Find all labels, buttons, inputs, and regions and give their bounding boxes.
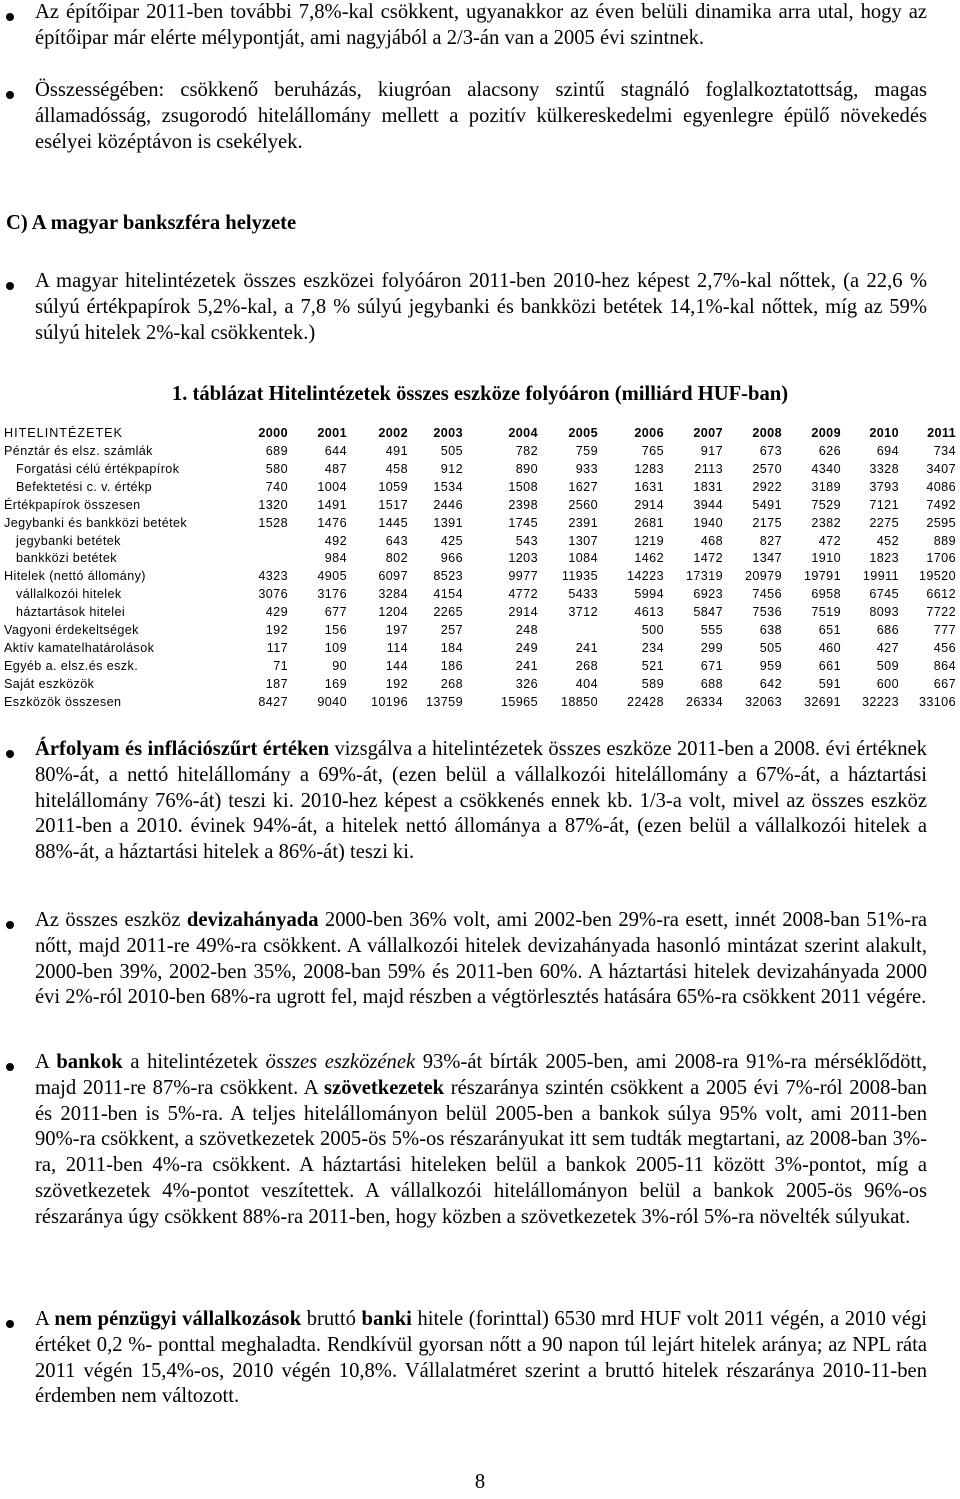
text-rest: hitele (forinttal) 6530 mrd HUF volt 2011 végén, a 2010 végi értéket 0,2 %- ponttal meghaladta. Rendkívül gyorsan nőtt a 90 napon túl lejárt hitelek aránya; az NPL ráta 2011 végén 15,4%-os, 2010 végén 10,8%. Vállalatméret szerint a bruttó hitelek részaránya 2010-11-ben érdemben nem változott. xyxy=(35,1308,927,1408)
year-header: 2002 xyxy=(378,426,408,440)
table-row xyxy=(4,533,956,551)
table-cell: 2914 xyxy=(634,497,664,512)
table-cell: 638 xyxy=(759,623,782,638)
table-cell: 7722 xyxy=(926,605,956,620)
table-cell: 4905 xyxy=(317,569,347,584)
table-cell: 268 xyxy=(575,658,598,673)
table-cell: 505 xyxy=(759,640,782,655)
bullet-dot xyxy=(6,1320,14,1328)
table-cell: 4613 xyxy=(634,605,664,620)
table-cell: 13759 xyxy=(425,694,463,709)
assets-table xyxy=(4,423,956,712)
table-cell: 6612 xyxy=(926,587,956,602)
table-cell: 1462 xyxy=(634,551,664,566)
table-cell: 555 xyxy=(700,623,723,638)
table-cell: 32691 xyxy=(803,694,841,709)
row-label: Saját eszközök xyxy=(4,676,95,691)
table-title: 1. táblázat Hitelintézetek összes eszköze folyóáron (milliárd HUF-ban) xyxy=(171,383,789,405)
table-cell: 144 xyxy=(385,658,408,673)
table-cell: 1517 xyxy=(378,497,408,512)
bullet-dot xyxy=(6,13,14,21)
table-cell: 642 xyxy=(759,676,782,691)
table-cell: 192 xyxy=(385,676,408,691)
table-cell: 14223 xyxy=(626,569,664,584)
table-cell: 71 xyxy=(273,658,288,673)
table-cell: 1491 xyxy=(317,497,347,512)
year-header: 2010 xyxy=(869,426,899,440)
table-cell: 1203 xyxy=(508,551,538,566)
table-row xyxy=(4,676,956,694)
table-cell: 1745 xyxy=(508,515,538,530)
table-cell: 33106 xyxy=(918,694,956,709)
page-number: 8 xyxy=(474,1471,486,1493)
text-rest: 2000-ben 36% volt, ami 2002-ben 29%-ra esett, innét 2008-ban 51%-ra nőtt, majd 2011-re 49%-ra csökkent. A vállalkozói hitelek devizahányada hasonló mintázat szerint alakult, 2000-ben 39%, 2002-ben 35%, 2008-ban 59% és 2011-ben 60%. A háztartási hitelek devizahányada 2000 évi 2%-ról 2010-ben 68%-ra ugrott fel, majd részben a végtörlesztés hatására 65%-ra csökkent 2011 végére. xyxy=(35,909,927,1009)
table-cell: 1534 xyxy=(433,479,463,494)
table-cell: 543 xyxy=(515,533,538,548)
table-cell: 452 xyxy=(876,533,899,548)
table-cell: 456 xyxy=(933,640,956,655)
year-header: 2008 xyxy=(752,426,782,440)
table-row xyxy=(4,658,956,676)
text-pre: A xyxy=(35,1051,57,1073)
table-cell: 425 xyxy=(440,533,463,548)
table-cell: 2382 xyxy=(811,515,841,530)
table-cell: 917 xyxy=(700,444,723,458)
table-row xyxy=(4,586,956,604)
table-cell: 20979 xyxy=(744,569,782,584)
bold-lead: Árfolyam és inflációszűrt értéken xyxy=(35,738,330,760)
bold-term: devizahányada xyxy=(186,909,319,931)
text-rest: részaránya szintén csökkent a 2005 évi 7%-ról 2008-ban és 2011-ben is 5%-ra. A teljes hitelállományon belül 2005-ben a bankok súlya 95% volt, ami 2011-ben 90%-ra csökkent, a szövetkezetek 2005-ös 5%-os részarányukat itt sem tudták megtartani, az 2008-ban 3%-ra, 2011-ben 4%-ra csökkent. A háztartási hiteleken belül a bankok 2005-11 között 3%-pontot, míg a szövetkezetek 4%-pontot veszítettek. A vállalkozói hitelállományon belül a bankok 2005-ös 96%-os részaránya úgy csökkent 88%-ra 2011-ben, hogy közben a szövetkezetek 3%-ról 5%-ra növelték súlyukat. xyxy=(35,1076,927,1228)
table-cell: 472 xyxy=(818,533,841,548)
text-pre: A xyxy=(35,1308,55,1330)
row-label: vállalkozói hitelek xyxy=(16,587,122,602)
paragraph-fx-share xyxy=(35,908,927,1011)
table-cell: 2398 xyxy=(508,497,538,512)
table-cell: 404 xyxy=(575,676,598,691)
table-cell: 9040 xyxy=(317,694,347,709)
table-cell: 1476 xyxy=(317,515,347,530)
table-cell: 7121 xyxy=(869,497,899,512)
table-cell: 18850 xyxy=(560,694,598,709)
table-cell: 4340 xyxy=(811,461,841,476)
table-cell: 169 xyxy=(324,676,347,691)
paragraph-banks-share xyxy=(35,1050,927,1231)
paragraph-summary: Összességében: csökkenő beruházás, kiugróan alacsony szintű stagnáló foglalkoztatottság, magas államadósság, zsugorodó hitelállomány mellett a pozitív külkereskedelmi egyenlegre épülő növekedés esélyei középtávon is csekélyek. xyxy=(35,79,927,153)
table-row xyxy=(4,461,956,479)
table-cell: 117 xyxy=(266,640,288,655)
table-cell: 912 xyxy=(440,461,463,476)
table-cell: 671 xyxy=(700,658,723,673)
table-cell: 2446 xyxy=(433,497,463,512)
table-cell: 1528 xyxy=(258,515,288,530)
bullet-dot xyxy=(6,750,14,758)
table-cell: 257 xyxy=(440,623,463,638)
table-cell: 2175 xyxy=(752,515,782,530)
row-label: Pénztár és elsz. számlák xyxy=(4,444,153,458)
table-cell: 234 xyxy=(641,640,664,655)
table-cell: 827 xyxy=(759,533,782,548)
table-cell: 689 xyxy=(265,444,288,458)
row-label: Forgatási célú értékpapírok xyxy=(16,461,180,476)
table-cell: 1204 xyxy=(378,605,408,620)
table-cell: 4772 xyxy=(508,587,538,602)
paragraph-corporate-loans xyxy=(35,1307,927,1410)
table-cell: 184 xyxy=(440,640,463,655)
table-cell: 6745 xyxy=(869,587,899,602)
table-cell: 651 xyxy=(818,623,841,638)
bold-term: bankok xyxy=(56,1051,123,1073)
table-cell: 688 xyxy=(700,676,723,691)
paragraph-inflation-adjusted xyxy=(35,737,927,866)
bullet-dot xyxy=(6,91,14,99)
section-heading: C) A magyar bankszféra helyzete xyxy=(6,212,297,234)
table-row xyxy=(4,443,956,461)
table-cell: 667 xyxy=(933,676,956,691)
table-cell: 2914 xyxy=(508,605,538,620)
table-cell: 505 xyxy=(440,444,463,458)
table-cell: 5433 xyxy=(568,587,598,602)
table-cell: 1219 xyxy=(634,533,664,548)
table-cell: 458 xyxy=(385,461,408,476)
text-mid: bruttó xyxy=(301,1308,362,1330)
table-cell: 509 xyxy=(876,658,899,673)
table-cell: 4154 xyxy=(433,587,463,602)
table-header-row xyxy=(4,423,956,443)
table-cell: 589 xyxy=(641,676,664,691)
table-cell: 241 xyxy=(575,640,598,655)
table-cell: 890 xyxy=(515,461,538,476)
table-cell: 600 xyxy=(876,676,899,691)
table-cell: 1004 xyxy=(317,479,347,494)
table-cell: 19911 xyxy=(862,569,899,584)
table-cell: 500 xyxy=(641,623,664,638)
table-row xyxy=(4,640,956,658)
table-cell: 2113 xyxy=(694,461,723,476)
table-cell: 268 xyxy=(440,676,463,691)
row-label: Vagyoni érdekeltségek xyxy=(4,623,139,638)
table-cell: 765 xyxy=(641,444,664,458)
table-cell: 4323 xyxy=(258,569,288,584)
table-cell: 3284 xyxy=(378,587,408,602)
table-cell: 241 xyxy=(515,658,538,673)
table-cell: 984 xyxy=(324,551,347,566)
table-row xyxy=(4,515,956,533)
table-cell: 1823 xyxy=(869,551,899,566)
table-cell: 8427 xyxy=(258,694,288,709)
table-cell: 959 xyxy=(759,658,782,673)
row-label: háztartások hitelei xyxy=(16,605,126,620)
year-header: 2000 xyxy=(258,426,288,440)
table-cell: 521 xyxy=(641,658,664,673)
table-cell: 192 xyxy=(265,623,288,638)
table-cell: 487 xyxy=(324,461,347,476)
row-header-label: HITELINTÉZETEK xyxy=(4,426,123,440)
table-cell: 3189 xyxy=(811,479,841,494)
table-cell: 8093 xyxy=(869,605,899,620)
year-header: 2001 xyxy=(317,426,347,440)
table-cell: 427 xyxy=(876,640,899,655)
bold-term: banki xyxy=(361,1308,412,1330)
table-cell: 114 xyxy=(386,640,408,655)
table-cell: 3793 xyxy=(869,479,899,494)
table-cell: 5847 xyxy=(693,605,723,620)
table-cell: 644 xyxy=(324,444,347,458)
table-cell: 1307 xyxy=(568,533,598,548)
row-label: Hitelek (nettó állomány) xyxy=(4,569,146,584)
bold-term: szövetkezetek xyxy=(324,1076,445,1099)
table-cell: 2922 xyxy=(752,479,782,494)
year-header: 2004 xyxy=(508,426,538,440)
bullet-dot xyxy=(6,921,14,929)
table-row xyxy=(4,604,956,622)
row-label: Értékpapírok összesen xyxy=(4,497,141,512)
row-label: Jegybanki és bankközi betétek xyxy=(4,515,188,530)
table-cell: 1391 xyxy=(433,515,463,530)
table-cell: 249 xyxy=(515,640,538,655)
year-header: 2006 xyxy=(634,426,664,440)
year-header: 2009 xyxy=(811,426,841,440)
table-cell xyxy=(232,550,288,568)
table-cell: 2265 xyxy=(433,605,463,620)
table-cell: 6923 xyxy=(693,587,723,602)
table-cell: 2681 xyxy=(634,515,664,530)
table-cell: 429 xyxy=(265,605,288,620)
row-label: Eszközök összesen xyxy=(4,694,122,709)
table-cell: 186 xyxy=(440,658,463,673)
year-header: 2003 xyxy=(433,426,463,440)
table-cell: 3328 xyxy=(869,461,899,476)
table-row xyxy=(4,622,956,640)
table-cell: 661 xyxy=(818,658,841,673)
table-cell: 673 xyxy=(759,444,782,458)
table-cell: 1627 xyxy=(568,479,598,494)
table-cell: 889 xyxy=(933,533,956,548)
row-label: jegybanki betétek xyxy=(16,533,121,548)
table-cell: 19791 xyxy=(803,569,841,584)
row-label: Aktív kamatelhatárolások xyxy=(4,640,155,655)
table-cell: 2560 xyxy=(568,497,598,512)
text-pre: Az összes eszköz xyxy=(35,909,187,931)
table-cell: 1831 xyxy=(693,479,723,494)
table-cell: 468 xyxy=(700,533,723,548)
table-cell: 248 xyxy=(515,623,538,638)
table-cell: 643 xyxy=(385,533,408,548)
paragraph-bank-assets: A magyar hitelintézetek összes eszközei folyóáron 2011-ben 2010-hez képest 2,7%-kal nőttek, (a 22,6 % súlyú értékpapírok 5,2%-kal, a 7,8 % súlyú jegybanki és bankközi betétek 14,1%-kal nőttek, míg az 59% súlyú hitelek 2%-kal csökkentek.) xyxy=(35,270,927,344)
table-cell: 5994 xyxy=(634,587,664,602)
table-cell: 109 xyxy=(324,640,347,655)
table-cell: 3712 xyxy=(568,605,598,620)
table-cell: 2391 xyxy=(568,515,598,530)
table-cell: 1283 xyxy=(634,461,664,476)
table-cell: 6097 xyxy=(378,569,408,584)
table-cell: 26334 xyxy=(685,694,723,709)
text-mid: 93%-át bírták 2005-ben, ami 2008-ra 91%-ra mérséklődött, majd 2011-re 87%-ra csökkent. A xyxy=(35,1051,927,1099)
row-label: Egyéb a. elsz.és eszk. xyxy=(4,658,139,673)
table-cell: 3944 xyxy=(693,497,723,512)
table-cell: 7536 xyxy=(752,605,782,620)
table-cell: 19520 xyxy=(918,569,956,584)
table-cell: 1347 xyxy=(752,551,782,566)
year-header: 2011 xyxy=(927,426,956,440)
table-cell: 1706 xyxy=(926,551,956,566)
table-cell: 2275 xyxy=(869,515,899,530)
paragraph-construction: Az építőipar 2011-ben további 7,8%-kal csökkent, ugyanakkor az éven belüli dinamika arra utal, hogy az építőipar már elérte mélypontját, ami nagyjából a 2/3-án van a 2005 évi szintnek. xyxy=(35,1,927,49)
table-cell: 626 xyxy=(818,444,841,458)
row-label: Befektetési c. v. értékp xyxy=(16,479,153,494)
table-cell: 1472 xyxy=(693,551,723,566)
table-cell: 1631 xyxy=(634,479,664,494)
table-cell: 17319 xyxy=(685,569,723,584)
italic-term: összes eszközének xyxy=(265,1051,416,1073)
table-cell: 491 xyxy=(385,444,408,458)
table-cell: 3176 xyxy=(317,587,347,602)
table-cell: 580 xyxy=(265,461,288,476)
table-cell: 7519 xyxy=(811,605,841,620)
table-cell: 1910 xyxy=(811,551,841,566)
table-cell: 782 xyxy=(515,444,538,458)
table-cell: 864 xyxy=(933,658,956,673)
table-cell: 8523 xyxy=(433,569,463,584)
table-cell: 187 xyxy=(265,676,288,691)
table-cell: 966 xyxy=(440,551,463,566)
text-mid: a hitelintézetek xyxy=(122,1051,266,1073)
table-cell xyxy=(232,533,288,551)
table-cell: 90 xyxy=(332,658,347,673)
table-cell: 32223 xyxy=(861,694,899,709)
bullet-dot xyxy=(6,282,14,290)
table-cell: 677 xyxy=(324,605,347,620)
table-cell: 740 xyxy=(265,479,288,494)
table-cell: 9977 xyxy=(508,569,538,584)
row-label: bankközi betétek xyxy=(16,551,117,566)
table-cell: 299 xyxy=(700,640,723,655)
table-cell: 4086 xyxy=(926,479,956,494)
bold-term: nem pénzügyi vállalkozások xyxy=(54,1308,302,1330)
year-header: 2005 xyxy=(568,426,598,440)
table-cell: 686 xyxy=(876,623,899,638)
table-cell: 802 xyxy=(385,551,408,566)
table-cell: 2595 xyxy=(926,515,956,530)
table-row xyxy=(4,479,956,497)
table-cell: 11935 xyxy=(561,569,598,584)
table-cell: 22428 xyxy=(626,694,664,709)
table-row xyxy=(4,568,956,586)
table-cell: 492 xyxy=(324,533,347,548)
table-cell: 1320 xyxy=(258,497,288,512)
table-cell: 5491 xyxy=(752,497,782,512)
table-cell: 933 xyxy=(575,461,598,476)
table-cell: 1084 xyxy=(568,551,598,566)
table-cell: 591 xyxy=(818,676,841,691)
table-cell: 1508 xyxy=(508,479,538,494)
table-cell: 2570 xyxy=(752,461,782,476)
table-cell: 15965 xyxy=(500,694,538,709)
table-row xyxy=(4,550,956,568)
table-row xyxy=(4,694,956,712)
table-cell: 734 xyxy=(933,444,956,458)
table-cell: 3076 xyxy=(258,587,288,602)
table-cell: 694 xyxy=(876,444,899,458)
table-cell: 32063 xyxy=(744,694,782,709)
bullet-dot xyxy=(6,1063,14,1071)
table-cell: 759 xyxy=(575,444,598,458)
table-cell: 7456 xyxy=(752,587,782,602)
table-row xyxy=(4,497,956,515)
table-cell: 7529 xyxy=(811,497,841,512)
table-cell: 7492 xyxy=(926,497,956,512)
table-cell: 1940 xyxy=(693,515,723,530)
year-header: 2007 xyxy=(693,426,723,440)
table-cell: 1059 xyxy=(378,479,408,494)
table-cell: 777 xyxy=(933,623,956,638)
table-cell: 197 xyxy=(385,623,408,638)
table-cell: 3407 xyxy=(926,461,956,476)
table-cell: 326 xyxy=(515,676,538,691)
table-cell: 1445 xyxy=(378,515,408,530)
text-rest: vizsgálva a hitelintézetek összes eszköze 2011-ben a 2008. évi értéknek 80%-át, a nettó hitelállomány a 69%-át, (ezen belül a vállalkozói hitelállomány a 67%-át, a háztartási hitelállomány 76%-át) teszi ki. 2010-hez képest a csökkenés ennek kb. 1/3-a volt, mivel az összes eszköz 2011-ben a 2010. évinek 94%-át, a hitelek nettó állománya a 87%-át, (ezen belül a vállalkozói hitelek a 88%-át, a háztartási hitelek a 86%-át) teszi ki. xyxy=(35,738,927,864)
table-cell: 156 xyxy=(324,623,347,638)
table-cell: 10196 xyxy=(370,694,408,709)
table-cell xyxy=(538,622,598,640)
table-cell: 6958 xyxy=(811,587,841,602)
table-cell: 460 xyxy=(818,640,841,655)
